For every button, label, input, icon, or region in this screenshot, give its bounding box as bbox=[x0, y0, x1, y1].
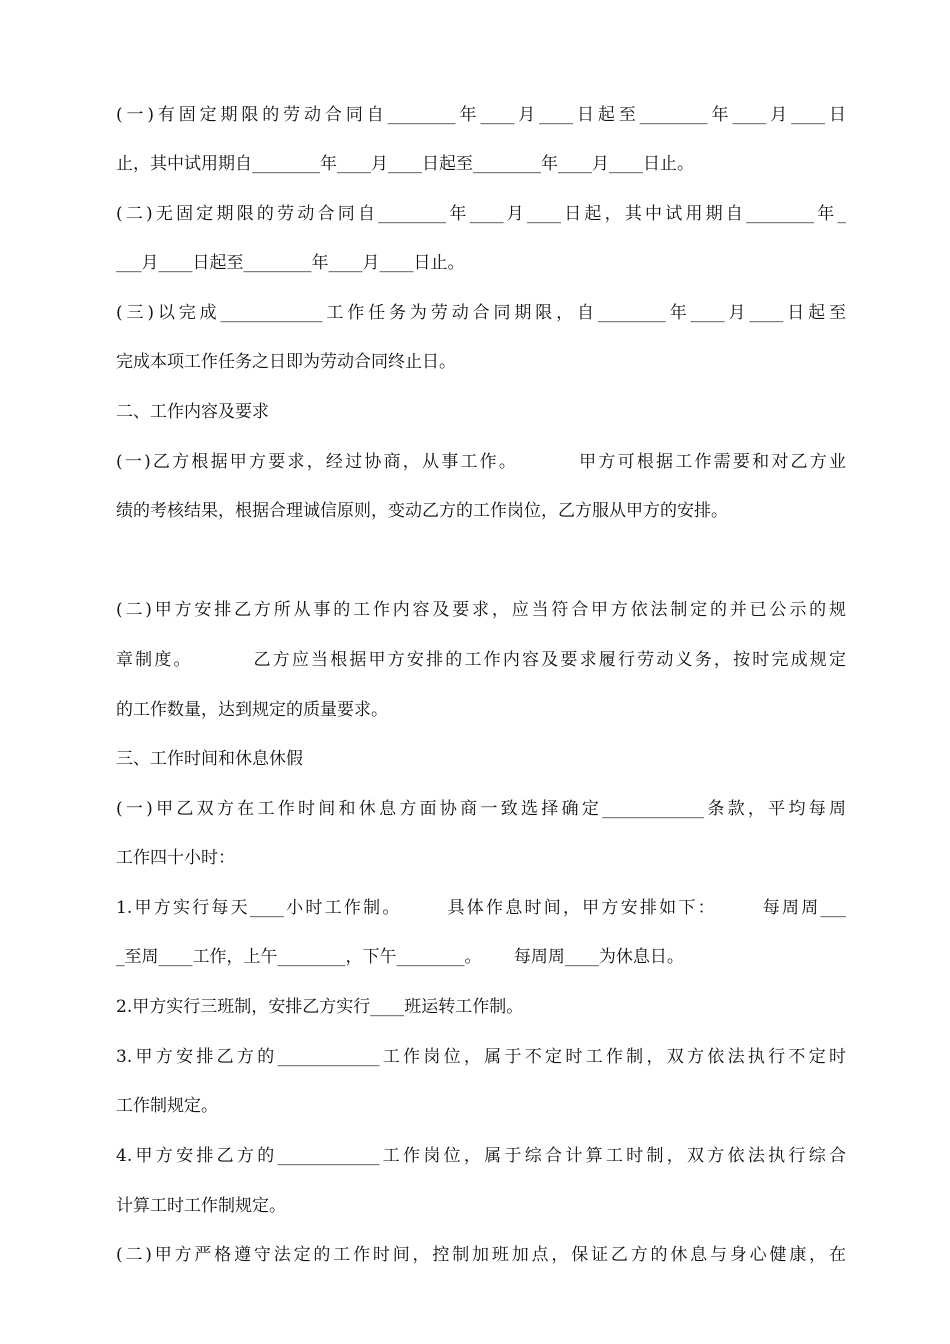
paragraph-line: 止，其中试用期自________年____月____日起至________年____月____日止。 bbox=[116, 154, 694, 174]
paragraph-line: (一)有固定期限的劳动合同自________年____月____日起至________年____月____日 bbox=[116, 105, 846, 125]
paragraph-line: 工作制规定。 bbox=[116, 1096, 218, 1116]
paragraph-line: (一)乙方根据甲方要求，经过协商，从事工作。 甲方可根据工作需要和对乙方业 bbox=[116, 452, 846, 472]
paragraph-line: (二)甲方安排乙方所从事的工作内容及要求，应当符合甲方依法制定的并已公示的规 bbox=[116, 600, 846, 620]
paragraph-line: _至周____工作，上午________，下午________。 每周周____为休息日。 bbox=[116, 947, 684, 967]
paragraph-line: 工作四十小时： bbox=[116, 848, 235, 868]
paragraph-line: (二)甲方严格遵守法定的工作时间，控制加班加点，保证乙方的休息与身心健康，在 bbox=[116, 1245, 846, 1265]
section-heading: 二、工作内容及要求 bbox=[116, 402, 269, 422]
paragraph-line: 3.甲方安排乙方的____________工作岗位，属于不定时工作制，双方依法执行不定时 bbox=[116, 1047, 846, 1067]
paragraph-line: 章制度。 乙方应当根据甲方安排的工作内容及要求履行劳动义务，按时完成规定 bbox=[116, 650, 846, 670]
paragraph-line: 完成本项工作任务之日即为劳动合同终止日。 bbox=[116, 352, 456, 372]
paragraph-line: (三)以完成____________工作任务为劳动合同期限，自________年____月____日起至 bbox=[116, 303, 846, 323]
paragraph-line: 的工作数量，达到规定的质量要求。 bbox=[116, 700, 388, 720]
paragraph-line: 绩的考核结果，根据合理诚信原则，变动乙方的工作岗位，乙方服从甲方的安排。 bbox=[116, 501, 728, 521]
paragraph-line: 1.甲方实行每天____小时工作制。 具体作息时间，甲方安排如下： 每周周___ bbox=[116, 898, 846, 918]
paragraph-line: (二)无固定期限的劳动合同自________年____月____日起，其中试用期自________年_ bbox=[116, 204, 846, 224]
paragraph-line: (一)甲乙双方在工作时间和休息方面协商一致选择确定____________条款，平均每周 bbox=[116, 799, 846, 819]
paragraph-line: 2.甲方实行三班制，安排乙方实行____班运转工作制。 bbox=[116, 997, 524, 1017]
paragraph-line: 计算工时工作制规定。 bbox=[116, 1196, 286, 1216]
paragraph-line: ___月____日起至________年____月____日止。 bbox=[116, 253, 465, 273]
section-heading: 三、工作时间和休息休假 bbox=[116, 749, 303, 769]
paragraph-line: 4.甲方安排乙方的____________工作岗位，属于综合计算工时制，双方依法执行综合 bbox=[116, 1146, 846, 1166]
